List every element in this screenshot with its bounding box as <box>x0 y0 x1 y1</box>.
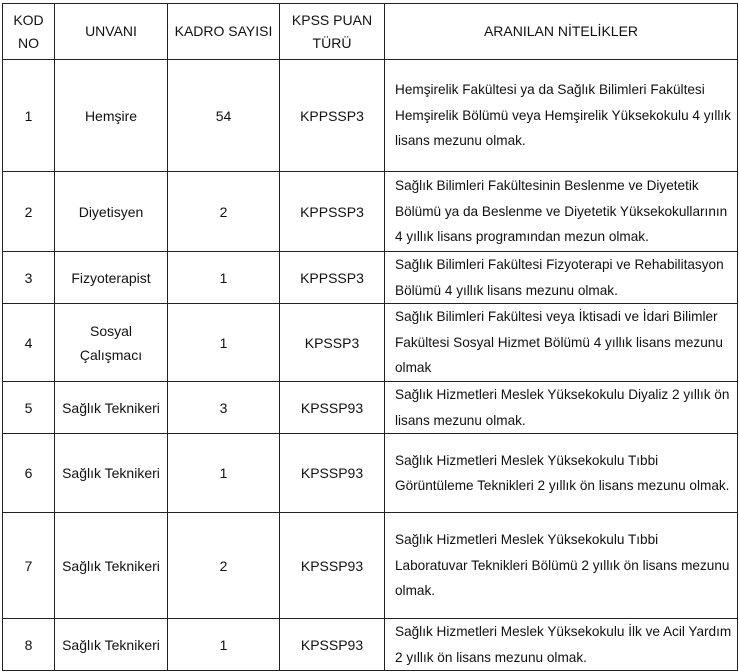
cell-kod: 3 <box>3 252 55 304</box>
cell-kadro: 1 <box>168 434 280 513</box>
cell-kod: 2 <box>3 172 55 252</box>
table-row <box>3 434 738 513</box>
cell-puan: KPPSSP3 <box>280 60 385 172</box>
cell-kadro: 1 <box>168 619 280 671</box>
cell-nitelik: Sağlık Hizmetleri Meslek Yüksekokulu Diyaliz 2 yıllık ön lisans mezunu olmak. <box>385 382 738 434</box>
cell-nitelik: Sağlık Hizmetleri Meslek Yüksekokulu Tıbbi Laboratuvar Teknikleri Bölümü 2 yıllık ön lisans mezunu olmak. <box>385 513 738 619</box>
table-row <box>3 252 738 304</box>
cell-nitelik: Sağlık Hizmetleri Meslek Yüksekokulu İlk ve Acil Yardım 2 yıllık ön lisans mezunu olmak. <box>385 619 738 671</box>
cell-puan: KPSSP93 <box>280 434 385 513</box>
cell-unvan: Sağlık Teknikeri <box>55 619 168 671</box>
table-row <box>3 172 738 252</box>
cell-kadro: 1 <box>168 304 280 382</box>
header-kpss-puan-turu: KPSS PUAN TÜRÜ <box>280 4 385 60</box>
cell-nitelik: Sağlık Hizmetleri Meslek Yüksekokulu Tıbbi Görüntüleme Teknikleri 2 yıllık ön lisans mezunu olmak. <box>385 434 738 513</box>
cell-kod: 5 <box>3 382 55 434</box>
cell-unvan: Fizyoterapist <box>55 252 168 304</box>
cell-kod: 6 <box>3 434 55 513</box>
cell-kadro: 2 <box>168 172 280 252</box>
cell-kod: 8 <box>3 619 55 671</box>
cell-puan: KPSSP93 <box>280 382 385 434</box>
cell-kadro: 2 <box>168 513 280 619</box>
header-aranilan-nitelikler: ARANILAN NİTELİKLER <box>385 4 738 60</box>
cell-puan: KPSSP93 <box>280 513 385 619</box>
cell-unvan: Sağlık Teknikeri <box>55 434 168 513</box>
positions-table <box>2 3 738 671</box>
header-kadro-sayisi: KADRO SAYISI <box>168 4 280 60</box>
table-row <box>3 619 738 671</box>
cell-unvan: Hemşire <box>55 60 168 172</box>
cell-unvan: Sağlık Teknikeri <box>55 382 168 434</box>
cell-unvan: Sosyal Çalışmacı <box>55 304 168 382</box>
header-row <box>3 4 738 60</box>
cell-kadro: 1 <box>168 252 280 304</box>
cell-puan: KPSSP3 <box>280 304 385 382</box>
header-unvani: UNVANI <box>55 4 168 60</box>
header-kod-no: KOD NO <box>3 4 55 60</box>
cell-kod: 1 <box>3 60 55 172</box>
cell-puan: KPPSSP3 <box>280 252 385 304</box>
cell-kod: 7 <box>3 513 55 619</box>
cell-puan: KPSSP93 <box>280 619 385 671</box>
table-row <box>3 60 738 172</box>
cell-unvan: Diyetisyen <box>55 172 168 252</box>
cell-nitelik: Sağlık Bilimleri Fakültesi veya İktisadi ve İdari Bilimler Fakültesi Sosyal Hizmet Bölümü 4 yıllık lisans mezunu olmak <box>385 304 738 382</box>
cell-nitelik: Sağlık Bilimleri Fakültesinin Beslenme ve Diyetetik Bölümü ya da Beslenme ve Diyetetik Yüksekokullarının 4 yıllık lisans programından mezun olmak. <box>385 172 738 252</box>
cell-kadro: 54 <box>168 60 280 172</box>
cell-unvan: Sağlık Teknikeri <box>55 513 168 619</box>
cell-puan: KPPSSP3 <box>280 172 385 252</box>
cell-nitelik: Sağlık Bilimleri Fakültesi Fizyoterapi ve Rehabilitasyon Bölümü 4 yıllık lisans mezunu olmak. <box>385 252 738 304</box>
table-row <box>3 382 738 434</box>
cell-kadro: 3 <box>168 382 280 434</box>
table-row <box>3 513 738 619</box>
cell-kod: 4 <box>3 304 55 382</box>
table-row <box>3 304 738 382</box>
cell-nitelik: Hemşirelik Fakültesi ya da Sağlık Bilimleri Fakültesi Hemşirelik Bölümü veya Hemşirelik Yüksekokulu 4 yıllık lisans mezunu olmak. <box>385 60 738 172</box>
